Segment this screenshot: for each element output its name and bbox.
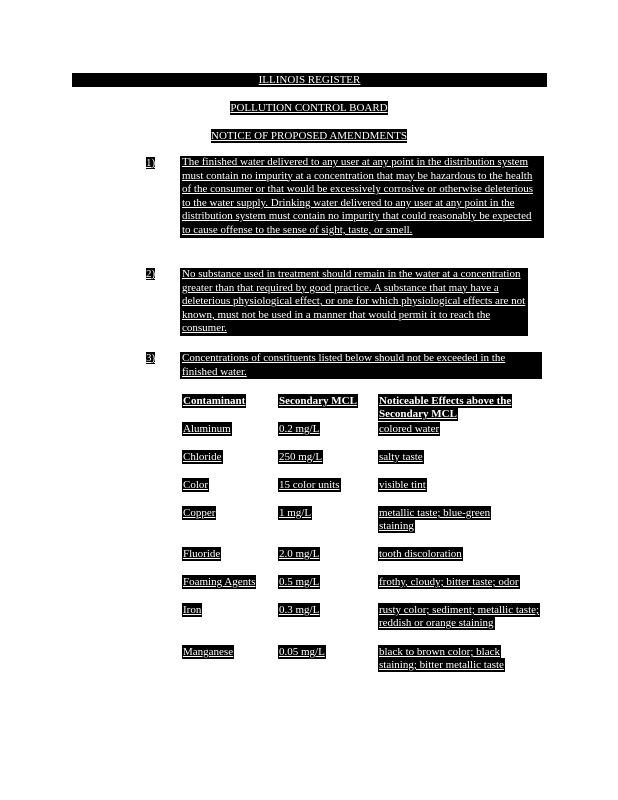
table-header-contaminant: Contaminant [183, 395, 246, 407]
table-cell-mcl: 0.3 mg/L [279, 604, 320, 616]
notice-heading [0, 129, 618, 143]
table-header-secondary-mcl: Secondary MCL [279, 395, 357, 407]
table-row: Manganese [183, 646, 234, 658]
table-cell-effect: salty taste [379, 451, 423, 463]
table-cell-mcl: 1 mg/L [279, 507, 312, 519]
table-cell-mcl: 0.05 mg/L [279, 646, 325, 658]
item-number: 1) [146, 157, 156, 169]
table-cell-effect: visible tint [379, 479, 426, 491]
table-cell-effect: tooth discoloration [379, 548, 462, 560]
paragraph-item-3: Concentrations of constituents listed below should not be exceeded in the finished water. [180, 352, 542, 379]
table-row: Foaming Agents [183, 576, 256, 588]
table-cell-mcl: 15 color units [279, 479, 340, 491]
table-row: Iron [183, 604, 202, 616]
item-number: 2) [146, 268, 156, 280]
table-row: Aluminum [183, 423, 231, 435]
table-cell-effect: colored water [379, 423, 440, 435]
board-heading [0, 101, 618, 115]
table-cell-mcl: 2.0 mg/L [279, 548, 320, 560]
table-cell-mcl: 0.5 mg/L [279, 576, 320, 588]
table-cell-effect: black to brown color; black staining; bitter metallic taste [379, 646, 504, 671]
board-heading-text: POLLUTION CONTROL BOARD [230, 102, 388, 114]
table-row: Fluoride [183, 548, 221, 560]
register-header: ILLINOIS REGISTER [72, 73, 547, 87]
table-cell-effect: metallic taste; blue-green staining [379, 507, 491, 532]
item-number: 3) [146, 352, 156, 364]
table-cell-mcl: 0.2 mg/L [279, 423, 320, 435]
table-cell-mcl: 250 mg/L [279, 451, 323, 463]
table-row: Color [183, 479, 209, 491]
table-row: Chloride [183, 451, 222, 463]
table-header-noticeable-effects: Noticeable Effects above the Secondary MCL [379, 395, 512, 420]
table-row: Copper [183, 507, 216, 519]
table-cell-effect: rusty color; sediment; metallic taste; reddish or orange staining [379, 604, 540, 629]
paragraph-item-2: No substance used in treatment should remain in the water at a concentration greater than that required by good practice. A substance that may have a deleterious physiological effect, or one for which physiological effects are not known, must not be used in a manner that would permit it to reach the consumer. [180, 268, 528, 336]
notice-heading-text: NOTICE OF PROPOSED AMENDMENTS [211, 130, 407, 142]
table-cell-effect: frothy, cloudy; bitter taste; odor [379, 576, 519, 588]
paragraph-item-1: The finished water delivered to any user at any point in the distribution system must contain no impurity at a concentration that may be hazardous to the health of the consumer or that would be excessively corrosive or otherwise deleterious to the water supply. Drinking water delivered to any user at any point in the distribution system must contain no impurity that could reasonably be expected to cause offense to the sense of sight, taste, or smell. [180, 156, 544, 238]
